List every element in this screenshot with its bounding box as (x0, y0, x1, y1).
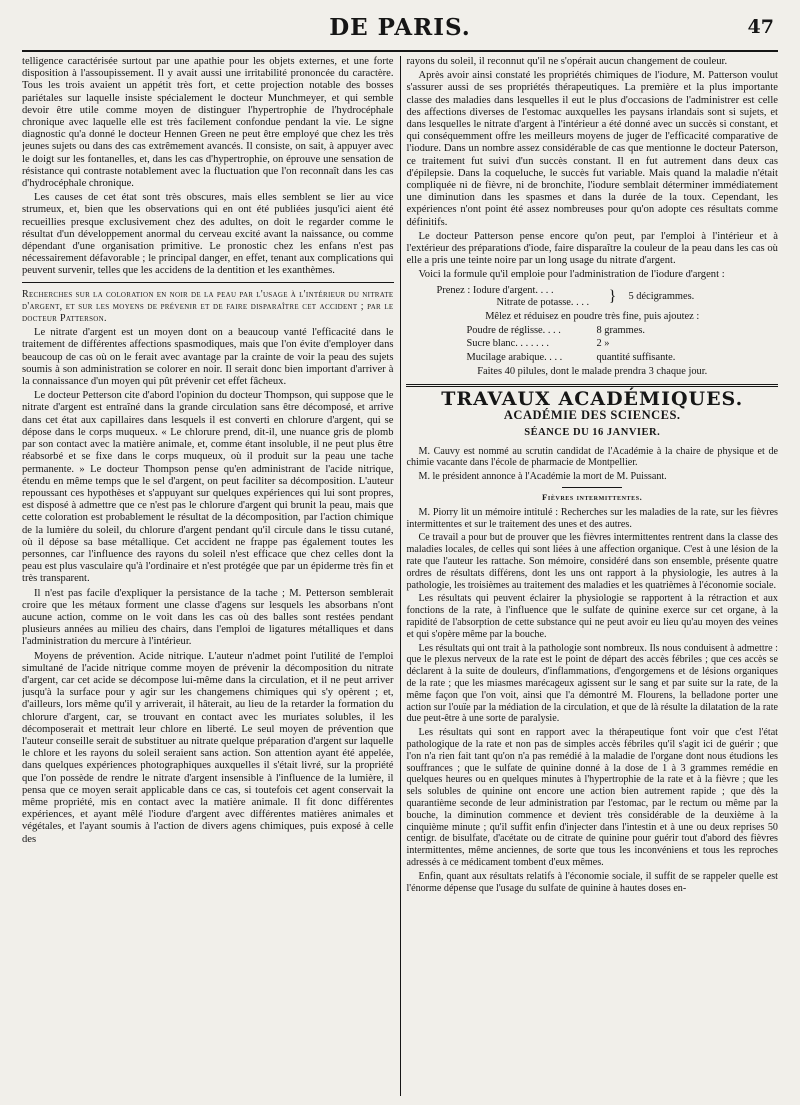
brace-glyph: } (608, 287, 617, 305)
right-column (406, 56, 778, 1096)
paragraph: Les résultats qui sont en rapport avec la thérapeutique font voir que c'est l'état pathologique de la rate et non pas de simples accès fébriles qu'il s'agit ici de guérir ; que l'on n'a rien fait tant qu'on n'a pas remédié à la maladie de l'organe dont nous étudions les souffrances ; que le sulfate de quinine donné à la dose de 1 à 3 grammes remédie en quelques heures ou en quelques minutes à l'hypertrophie de la rate et à la fièvre ; que les sels solubles de quinine ont encore une action bien autrement rapide ; que dès la quarantième seconde de leur administration par l'estomac, par le rectum ou même par la bouche, la diminution commence et devient très considérable de la deuxième à la cinquième minute ; qu'il suffit enfin d'injecter dans l'intestin et à une ou deux reprises 50 centigr. de bisulfate, d'acétate ou de citrate de quinine pour guérir tout d'abord des fièvres intermittentes, même anciennes, de sorte que tous les inconvéniens et tous les reproches adressés à ce médicament tombent d'eux mêmes. (406, 727, 778, 868)
paragraph: Les causes de cet état sont très obscures, mais elles semblent se lier au vice strumeux, et, bien que les observations qui en ont été publiées jusqu'ici aient été recueillies presque exclusivement chez des adultes, on doit le regarder comme le résultat d'un développement anormal du cerveau excité avant la naissance, ou comme dépendant d'une organisation primitive. Le pronostic chez les enfans n'est pas nécessairement défavorable ; le principal danger, en effet, tenant aux complications qui peuvent survenir, telles que les accidens de la dentition et les exanthèmes. (22, 192, 394, 277)
formula-ingredient: Sucre blanc. . . . . . . (466, 338, 550, 350)
divider (562, 487, 622, 488)
paragraph: Voici la formule qu'il emploie pour l'administration de l'iodure d'argent : (418, 269, 725, 281)
session-date: SÉANCE DU 16 JANVIER. (524, 427, 661, 439)
left-column (22, 56, 394, 1096)
section-divider (406, 384, 778, 387)
subsection-heading: Fièvres intermittentes. (542, 492, 643, 503)
paragraph: Il n'est pas facile d'expliquer la persistance de la tache ; M. Petterson semblerait croire que les métaux forment une classe d'agens sur lesquels les absorbans n'ont aucune action, comme on le voit dans les cas où des balles sont restées pendant plusieurs années au milieu des chairs, dans l'emploi de ligatures métalliques et dans l'administration du mercure à l'intérieur. (22, 587, 394, 648)
paragraph: Enfin, quant aux résultats relatifs à l'économie sociale, il suffit de se rappeler quelle est l'énorme dépense que l'usage du sulfate de quinine à hautes doses en- (406, 870, 778, 894)
academy-title: ACADÉMIE DES SCIENCES. (503, 408, 681, 423)
paragraph: M. Piorry lit un mémoire intitulé : Recherches sur les maladies de la rate, sur les fièvres intermittentes et sur le traitement des unes et des autres. (406, 506, 778, 530)
formula-qty: quantité suffisante. (596, 351, 676, 363)
section-title: TRAVAUX ACADÉMIQUES. (441, 388, 744, 411)
formula-instruction: Faites 40 pilules, dont le malade prendra 3 chaque jour. (477, 365, 708, 377)
page-header (22, 12, 778, 52)
running-title: DE PARIS. (329, 14, 471, 41)
article-heading: Recherches sur la coloration en noir de la peau par l'usage à l'intérieur du nitrate d'argent, et sur les moyens de prévenir et de faire disparaître cet accident ; par le docteur Patterson. (22, 288, 394, 325)
paragraph: M. Cauvy est nommé au scrutin candidat de l'Académie à la chaire de physique et de chimie vacante dans l'école de pharmacie de Montpellier. (406, 445, 778, 469)
column-rule (400, 56, 401, 1096)
paragraph: telligence caractérisée surtout par une apathie pour les objets externes, et une forte disposition à l'assoupissement. Il y avait aussi une irritabilité prononcée du caractère. Tous les trois avaient un appétit très fort, et cette projection notable des bosses pariétales sur laquelle insiste spécialement le docteur Munchmeyer, et qui semble devoir être utile comme moyen de distinguer l'hypertrophie de l'hydrocéphale chronique avec laquelle elle est très facilement confondue pendant la vie. Le signe diagnostic qu'a donné le docteur Hennen Green ne peut être employé que chez les très jeunes sujets ou dans des cas extrêmement avancés. Il consiste, on sait, à appuyer avec le doigt sur les fontanelles, et, dans les cas d'hypertrophie, on éprouve une sensation de résistance qui contraste notablement avec la fluctuation que l'on reconnaît dans les cas d'hydrocéphale chronique. (22, 56, 394, 190)
formula-qty: 2 » (596, 338, 610, 350)
paragraph: Ce travail a pour but de prouver que les fièvres intermittentes rentrent dans la classe des maladies locales, de celles qui sont liées à une affection organique. C'est à une lésion de la rate que l'auteur les rattache. Son mémoire, considéré dans son ensemble, présente quatre ordres de résultats différens, dont les uns ont rapport à la physiologie, les autres à la pathologie, les troisièmes au traitement des maladies et les quatrièmes à l'économie sociale. (406, 532, 778, 591)
formula-qty: 8 grammes. (596, 325, 645, 337)
paragraph: rayons du soleil, il reconnut qu'il ne s'opérait aucun changement de couleur. (406, 56, 728, 67)
formula-qty: 5 décigrammes. (628, 290, 695, 302)
formula-line: Prenez : Iodure d'argent. . . . (436, 284, 554, 296)
formula-ingredient: Mucilage arabique. . . . (466, 351, 563, 363)
paragraph: Le docteur Petterson cite d'abord l'opinion du docteur Thompson, qui suppose que le nitrate d'argent est entraîné dans la grande circulation sans être décomposé, et arrive dans cet état aux capillaires dans lesquels il est converti en chlorure d'argent, qui se dépose dans le corps muqueux. « Le chlorure prend, dit-il, une nuance gris de plomb par son contact avec la matière animale, et, comme étant insoluble, il ne peut plus être réabsorbé et se fixe dans le corps muqueux, où il produit sur la peau une tache permanente. » Le docteur Thompson pense qu'en administrant de l'acide nitrique, étendu en même temps que le sel d'argent, on peut faciliter sa décomposition. L'auteur repoussant ces hypothèses et s'appuyant sur quelques expériences qui lui sont propres, est disposé à admettre que ce n'est pas le chlorure d'argent qui brunit la peau, mais que cette coloration est probablement le résultat de la décomposition, par l'action chimique de la lumière du soleil, du chlorure d'argent pendant qu'il circule dans le tissu cutané, où il dépose sa base métallique. Cet accident ne frappe pas également toutes les personnes, car l'influence des rayons du soleil n'est efficace que chez celles dont la peau est plus vasculaire qu'à l'ordinaire et n'est protégée que par un épiderme très fin et très transparent. (22, 390, 394, 585)
paragraph: Le nitrate d'argent est un moyen dont on a beaucoup vanté l'efficacité dans le traitement de différentes affections spasmodiques, mais que l'on évite d'employer dans beaucoup de cas où on le ferait avec avantage par la crainte de voir la peau des sujets soumis à son administration se colorer en noir. Il serait donc bien important d'arriver à la connaissance d'un moyen qui pût prévenir cet effet fâcheux. (22, 327, 394, 388)
formula-line: Nitrate de potasse. . . . (496, 296, 590, 308)
divider (22, 282, 394, 283)
paragraph: M. le président annonce à l'Académie la mort de M. Puissant. (418, 471, 667, 483)
paragraph: Moyens de prévention. Acide nitrique. L'auteur n'admet point l'utilité de l'emploi simultané de l'acide nitrique comme moyen de prévenir la décomposition du nitrate d'argent, car cet acide se décompose lui-même dans la circulation, et il ne peut arriver jusqu'à la surface pour y agir sur les changemens chimiques qui s'y opèrent ; et, d'ailleurs, lors même qu'il y arriverait, il hâterait, au lieu de la retarder la formation du chlorure d'argent, car, se trouvant en contact avec les muriates solubles, il les décomposerait et mettrait leur chlore en liberté. Le seul moyen de prévention que l'auteur conseille serait de substituer au nitrate quelque préparation d'argent sur laquelle le chlore et les rayons du soleil seraient sans action. Son attention ayant été appelée, dans quelques expériences photographiques auxquelles il s'était livré, sur la propriété que l'on possède de rendre le nitrate d'argent insensible à l'influence de la lumière, il pensa que ce moyen serait applicable dans ce cas, si toutefois cet agent conservait la même propriété, mis en contact avec la matière animale. Il fit donc différentes expériences, et ayant mêlé l'iodure d'argent avec différentes matières animales et végétales, et l'ayant soumis à l'action de divers agens chimiques, puis exposé à celle des (22, 650, 394, 845)
formula-instruction: Mêlez et réduisez en poudre très fine, puis ajoutez : (485, 311, 700, 323)
formula-block (406, 285, 778, 378)
paragraph: Après avoir ainsi constaté les propriétés chimiques de l'iodure, M. Patterson voulut s'assurer aussi de ses propriétés thérapeutiques. La première et la plus importante classe des maladies dans lesquelles il eut le plus d'occasions de l'administrer est celle des affections diverses de l'estomac auxquelles les paysans irlandais sont si sujets, et dans lesquelles le nitrate d'argent à l'intérieur a été donné avec un succès si constant, et qui conséquemment offre les meilleurs moyens de juger de l'efficacité comparative de l'iodure. Dans un nombre assez considérable de cas que mentionne le docteur Paterson, ce traitement fut suivi d'un succès constant. Il en fut autrement dans deux cas d'épilepsie. Dans la coqueluche, le succès fut variable. Mais quand la maladie n'était compliquée ni de fièvre, ni de bronchite, l'iodure semblait déterminer immédiatement une diminution dans les spasmes et dans la durée de la toux. Cependant, les expériences n'ont point été assez nombreuses pour qu'on adopte ces résultats comme définitifs. (406, 70, 778, 228)
formula-ingredient: Poudre de réglisse. . . . (466, 325, 561, 337)
paragraph: Les résultats qui ont trait à la pathologie sont nombreux. Ils nous conduisent à admettre : que le plexus nerveux de la rate est le point de départ des accès fébriles ; que ces accès se déclarent à la suite de douleurs, d'inflammations, d'engorgemens et de lésions organiques de la rate ; que les miasmes marécageux agissent sur le sang et par suite sur la rate, de la même façon que l'on voit, ainsi que l'a démontré M. Flourens, la belladone porter une action sur l'ouïe par la médiation de la circulation, et que de là résulte la dilatation de la rate due peut-être à une sorte de paralysie. (406, 642, 778, 725)
page-number: 47 (747, 16, 774, 38)
paragraph: Le docteur Patterson pense encore qu'on peut, par l'emploi à l'intérieur et à l'extérieur des préparations d'iode, faire disparaître la couleur de la peau dans les cas où elle a pris une teinte noire par un long usage du nitrate d'argent. (406, 230, 778, 267)
paragraph: Les résultats qui peuvent éclairer la physiologie se rapportent à la rétraction et aux fonctions de la rate, à l'influence que le sulfate de quinine exerce sur cet organe, à la rapidité de l'absorption de cette substance qui ne peut avoir eu lieu qu'au moyen des veines et qui s'opère même par la bouche. (406, 593, 778, 640)
